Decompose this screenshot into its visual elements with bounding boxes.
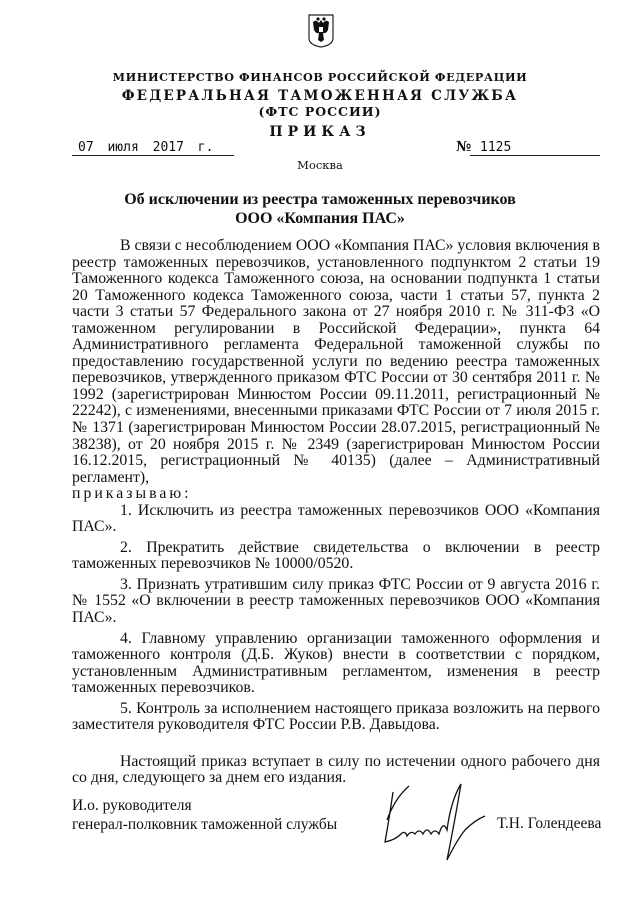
effective-clause: Настоящий приказ вступает в силу по истечении одного рабочего дня со дня, следующего за днем его издания. [72, 752, 600, 787]
number-label: № [456, 139, 472, 155]
signatory-name: Т.Н. Голендеева [497, 815, 602, 832]
city: Москва [297, 158, 343, 172]
document-title [0, 190, 640, 228]
order-item-4: 4. Главному управлению организации таможенного оформления и таможенного контроля (Д.Б. Жуков) внести в соответствии с порядком, установленным Административным регламентом, изменения в реестр таможенных перевозчиков. [72, 629, 600, 697]
order-date: 07 июля 2017 г. [72, 140, 234, 156]
coat-of-arms-icon [308, 14, 334, 48]
position-line-1: И.о. руководителя [72, 797, 192, 814]
handwritten-signature-icon [365, 780, 505, 865]
title-line-1: Об исключении из реестра таможенных перевозчиков [124, 191, 516, 208]
order-number: 1125 [470, 140, 600, 156]
document-type: ПРИКАЗ [269, 124, 371, 140]
order-item-1: 1. Исключить из реестра таможенных перевозчиков ООО «Компания ПАС». [72, 501, 600, 536]
order-item-5: 5. Контроль за исполнением настоящего приказа возложить на первого заместителя руководителя ФТС России Р.В. Давыдова. [72, 699, 600, 734]
signatory-position [72, 796, 337, 834]
ministry-name: МИНИСТЕРСТВО ФИНАНСОВ РОССИЙСКОЙ ФЕДЕРАЦИИ [112, 70, 528, 84]
agency-name: ФЕДЕРАЛЬНАЯ ТАМОЖЕННАЯ СЛУЖБА [121, 88, 519, 104]
position-line-2: генерал-полковник таможенной службы [72, 816, 338, 833]
order-item-2: 2. Прекратить действие свидетельства о включении в реестр таможенных перевозчиков № 10000/0520. [72, 538, 600, 573]
document-body [72, 238, 600, 787]
agency-short-name: (ФТС РОССИИ) [258, 104, 382, 119]
order-item-3: 3. Признать утратившим силу приказ ФТС России от 9 августа 2016 г. № 1552 «О включении в реестр таможенных перевозчиков ООО «Компания ПАС». [72, 575, 600, 627]
title-line-2: ООО «Компания ПАС» [235, 210, 405, 227]
preamble-paragraph: В связи с несоблюдением ООО «Компания ПАС» условия включения в реестр таможенных перевозчиков, установленного подпунктом 2 статьи 19 Таможенного кодекса Таможенного союза, на основании подпункта 1 статьи 20 Таможенного кодекса Таможенного союза, части 1 статьи 57, пункта 2 части 3 статьи 57 Федерального закона от 27 ноября 2010 г. № 311-ФЗ «О таможенном регулировании в Российской Федерации», пункта 64 Административного регламента Федеральной таможенной службы по предоставлению государственной услуги по ведению реестра таможенных перевозчиков, утвержденного приказом ФТС России от 30 сентября 2011 г. № 1992 (зарегистрирован Минюстом России 09.11.2011, регистрационный № 22242), с изменениями, внесенными приказами ФТС России от 7 июля 2015 г. № 1371 (зарегистрирован Минюстом России 28.07.2015, регистрационный № 38238), от 20 ноября 2015 г. № 2349 (зарегистрирован Минюстом России 16.12.2015, регистрационный № 40135) (далее – Административный регламент), [72, 237, 600, 486]
order-word: приказываю: [72, 485, 192, 503]
